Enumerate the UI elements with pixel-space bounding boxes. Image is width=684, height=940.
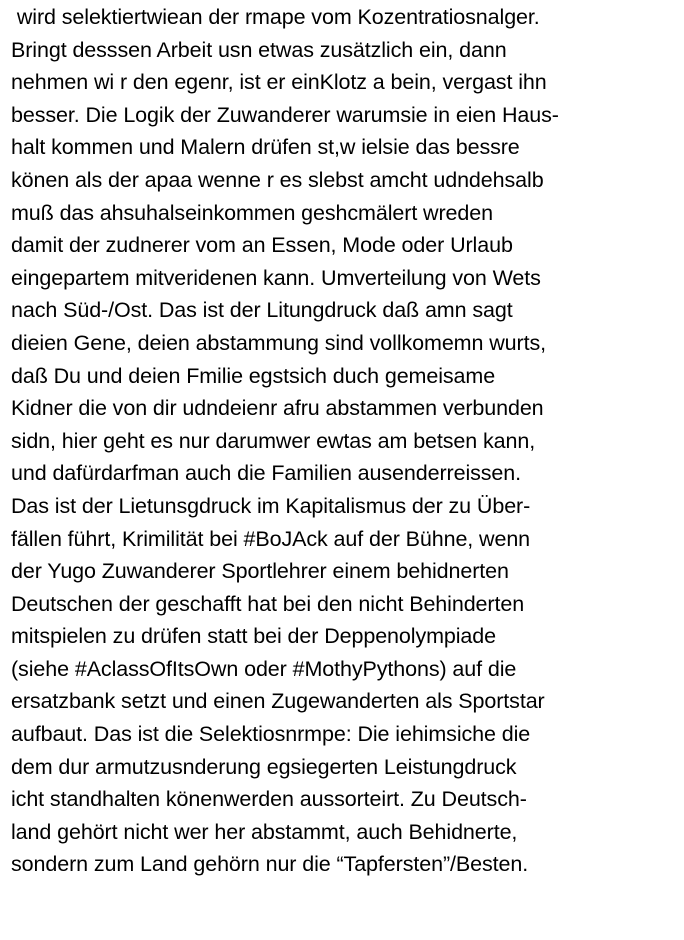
text-line: Kidner die von dir udndeienr afru abstammen verbunden (11, 396, 544, 421)
text-line: wird selektiertwiean der rmape vom Kozentratiosnalger. (11, 5, 540, 29)
text-line: besser. Die Logik der Zuwanderer warumsie in eien Haus- (11, 102, 559, 127)
text-line: halt kommen und Malern drüfen st,w ielsie das bessre (11, 135, 520, 160)
text-line: Bringt desssen Arbeit usn etwas zusätzlich ein, dann (11, 37, 507, 62)
text-line: mitspielen zu drüfen statt bei der Deppenolympiade (11, 624, 497, 649)
text-line: sondern zum Land gehörn nur die “Tapfersten”/Besten. (11, 852, 529, 877)
text-line: der Yugo Zuwanderer Sportlehrer einem behidnerten (11, 559, 509, 584)
text-line: nach Süd-/Ost. Das ist der Litungdruck daß amn sagt (11, 298, 513, 323)
text-line: damit der zudnerer vom an Essen, Mode oder Urlaub (11, 233, 513, 258)
text-line: (siehe #AclassOfItsOwn oder #MothyPythons) auf die (11, 656, 517, 681)
text-line: dieien Gene, deien abstammung sind vollkomemn wurts, (11, 330, 546, 355)
text-line: daß Du und deien Fmilie egstsich duch gemeisame (11, 363, 496, 388)
text-line: Das ist der Lietunsgdruck im Kapitalismus der zu Über- (11, 493, 531, 518)
text-line: land gehört nicht wer her abstammt, auch Behidnerte, (11, 819, 518, 844)
text-line: Deutschen der geschafft hat bei den nicht Behinderten (11, 591, 525, 616)
text-line: ersatzbank setzt und einen Zugewanderten als Sportstar (11, 689, 545, 714)
text-line: aufbaut. Das ist die Selektiosnrmpe: Die iehimsiche die (11, 722, 531, 747)
text-line: nehmen wi r den egenr, ist er einKlotz a bein, vergast ihn (11, 70, 547, 95)
body-text (11, 1, 683, 881)
text-line: dem dur armutzusnderung egsiegerten Leistungdruck (11, 754, 517, 779)
text-line: sidn, hier geht es nur darumwer ewtas am betsen kann, (11, 428, 536, 453)
text-line: und dafürdarfman auch die Familien ausenderreissen. (11, 461, 522, 486)
text-line: fällen führt, Krimilität bei #BoJAck auf der Bühne, wenn (11, 526, 531, 551)
text-line: muß das ahsuhalseinkommen geshcmälert wreden (11, 200, 493, 225)
text-line: könen als der apaa wenne r es slebst amcht udndehsalb (11, 167, 544, 192)
text-line: icht standhalten könenwerden aussorteirt. Zu Deutsch- (11, 787, 527, 812)
text-line: eingepartem mitveridenen kann. Umverteilung von Wets (11, 265, 541, 290)
